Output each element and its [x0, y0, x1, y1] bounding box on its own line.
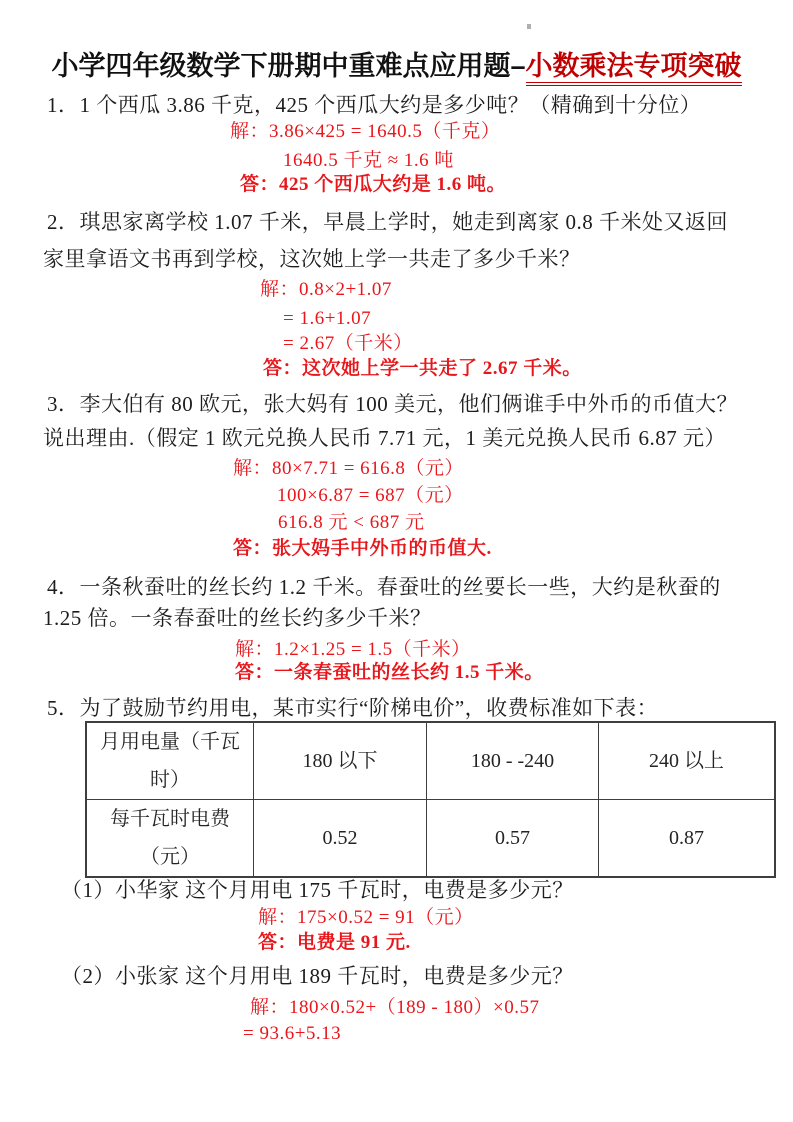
problem-5-sub-1-answer: 答：电费是 91 元.: [258, 932, 411, 953]
problem-5-sub-2-solution-line-2: = 93.6+5.13: [243, 1023, 342, 1044]
electricity-rate-table: [85, 721, 776, 878]
rate-table-price-row: [86, 800, 775, 878]
problem-3-question-line-1: 3．李大伯有 80 欧元，张大妈有 100 美元，他们俩谁手中外币的币值大？: [47, 392, 738, 416]
problem-3-solution-line-2: 100×6.87 = 687（元）: [277, 485, 464, 506]
problem-2-solution-line-3: = 2.67（千米）: [283, 333, 413, 354]
problem-2-question-line-2: 家里拿语文书再到学校，这次她上学一共走了多少千米？: [43, 247, 581, 271]
title-highlight-text: 小数乘法专项突破: [526, 51, 742, 86]
problem-3-question-line-2: 说出理由.（假定 1 欧元兑换人民币 7.71 元，1 美元兑换人民币 6.87 元）: [43, 426, 726, 450]
table-cell-tier-1-range: 180 以下: [254, 722, 427, 800]
worksheet-title: [0, 44, 793, 83]
problem-2-solution-line-1: 解：0.8×2+1.07: [260, 279, 392, 300]
problem-1-answer: 答：425 个西瓜大约是 1.6 吨。: [240, 174, 507, 195]
scan-artifact-speck: [527, 24, 531, 29]
table-cell-tier-2-range: 180 - -240: [427, 722, 599, 800]
table-cell-usage-label: 月用电量（千瓦时）: [86, 722, 254, 800]
table-cell-tier-1-price: 0.52: [254, 800, 427, 878]
problem-4-answer: 答：一条春蚕吐的丝长约 1.5 千米。: [235, 662, 544, 683]
problem-1-solution-line-2: 1640.5 千克 ≈ 1.6 吨: [283, 150, 454, 171]
table-cell-tier-2-price: 0.57: [427, 800, 599, 878]
problem-5-sub-2-question: （2）小张家 这个月用电 189 千瓦时，电费是多少元？: [61, 964, 574, 988]
title-main-text: 小学四年级数学下册期中重难点应用题–: [51, 51, 526, 81]
problem-4-question-line-1: 4．一条秋蚕吐的丝长约 1.2 千米。春蚕吐的丝要长一些，大约是秋蚕的: [47, 575, 721, 599]
table-cell-price-label: 每千瓦时电费（元）: [86, 800, 254, 878]
problem-3-solution-line-3: 616.8 元 < 687 元: [278, 512, 425, 533]
rate-table-header-row: [86, 722, 775, 800]
problem-4-solution-line-1: 解：1.2×1.25 = 1.5（千米）: [235, 639, 471, 660]
problem-1-question: 1．1 个西瓜 3.86 千克，425 个西瓜大约是多少吨？（精确到十分位）: [47, 93, 702, 117]
table-cell-tier-3-price: 0.87: [599, 800, 776, 878]
problem-5-question: 5．为了鼓励节约用电，某市实行“阶梯电价”，收费标准如下表：: [47, 696, 659, 720]
table-cell-tier-3-range: 240 以上: [599, 722, 776, 800]
problem-5-sub-1-solution-line-1: 解：175×0.52 = 91（元）: [258, 907, 474, 928]
problem-2-question-line-1: 2．琪思家离学校 1.07 千米，早晨上学时，她走到离家 0.8 千米处又返回: [47, 210, 728, 234]
problem-2-answer: 答：这次她上学一共走了 2.67 千米。: [263, 358, 582, 379]
problem-1-solution-line-1: 解：3.86×425 = 1640.5（千克）: [230, 121, 501, 142]
problem-5-sub-2-solution-line-1: 解：180×0.52+（189 - 180）×0.57: [250, 997, 540, 1018]
problem-5-sub-1-question: （1）小华家 这个月用电 175 千瓦时，电费是多少元？: [61, 878, 574, 902]
problem-3-solution-line-1: 解：80×7.71 = 616.8（元）: [233, 458, 464, 479]
problem-4-question-line-2: 1.25 倍。一条春蚕吐的丝长约多少千米？: [43, 606, 432, 630]
problem-2-solution-line-2: = 1.6+1.07: [283, 308, 372, 329]
problem-3-answer: 答：张大妈手中外币的币值大.: [233, 538, 492, 559]
